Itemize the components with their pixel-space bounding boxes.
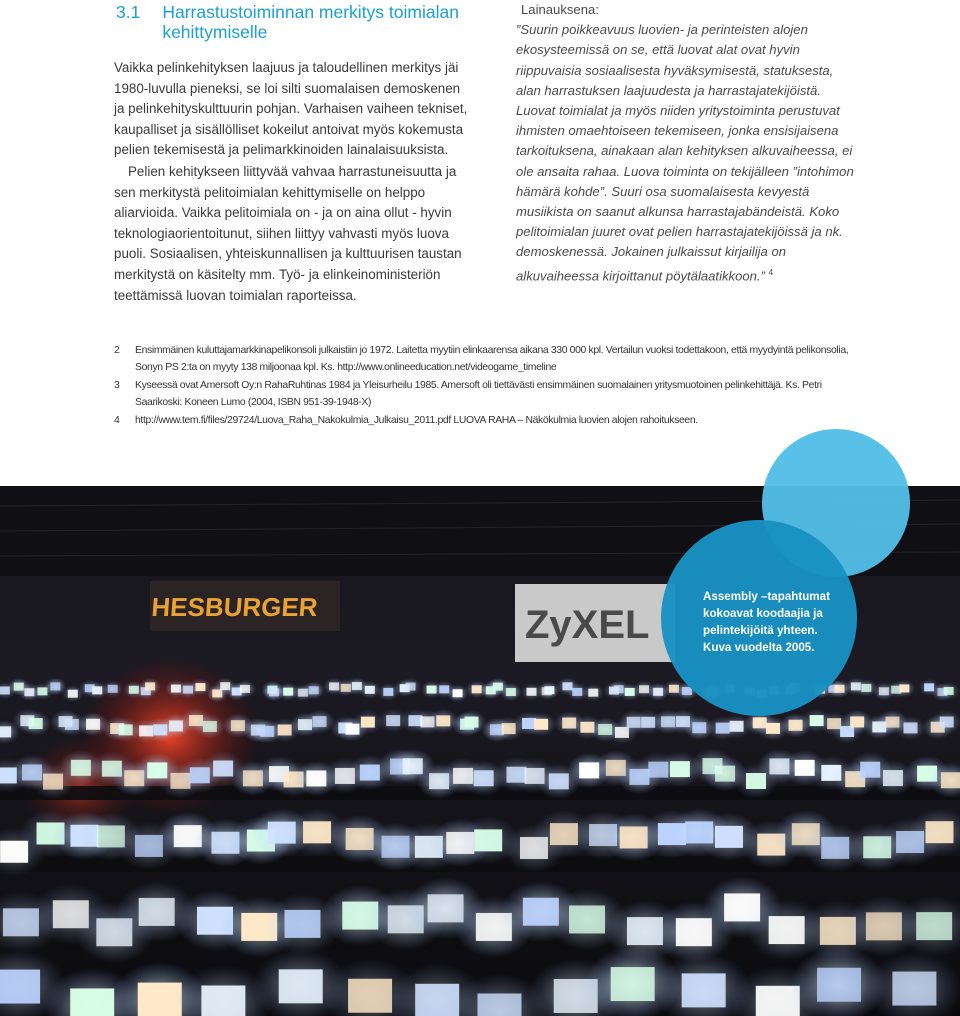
quote-column <box>516 0 854 286</box>
footnote <box>114 412 854 429</box>
footnote-text: Kyseessä ovat Amersoft Oy:n RahaRuhtinas 1984 ja Yleisurheilu 1985. Amersoft oli tiettävästi ensimmäinen suomalainen yritysmuotoinen pelinkehittäjä. Ks. Petri Saarikoski: Koneen Lumo (2004, ISBN 951-39-1948-X) <box>135 379 822 409</box>
footnote-number: 4 <box>114 414 120 426</box>
footnotes <box>114 342 854 429</box>
body-paragraph-1: Vaikka pelinkehityksen laajuus ja taloudellinen merkitys jäi 1980-luvulla pieneksi, se loi silti suomalaisen demoskenen ja pelinkehityskulttuurin pohjan. Varhaisen vaiheen tekniset, kaupalliset ja sisällölliset kokeilut antoivat myös kokemusta pelien tekemisestä ja pelimarkkinoiden lainalaisuuksista. <box>114 60 468 158</box>
quote-lead: Lainauksena: <box>521 2 599 17</box>
footnote-text: Ensimmäinen kuluttajamarkkinapelikonsoli julkaistiin jo 1972. Laitetta myytiin elinkaarensa aikana 330 000 kpl. Vertailun vuoksi todettakoon, että myydyintä pelikonsolia, Sonyn PS 2:ta on myyty 138 miljoonaa kpl. Ks. http://www.onlineeducation.net/videogame_timeline <box>135 345 849 374</box>
left-column <box>114 58 472 306</box>
body-paragraph-2: Pelien kehitykseen liittyvää vahvaa harrastuneisuutta ja sen merkitystä pelitoimialan kehittymiselle on helppo aliarvioida. Vaikka pelitoimiala on - ja on aina ollut - hyvin teknologiaorientoitunut, siihen liittyy vahvasti myös luova puoli. Sosiaalisen, yhteiskunnallisen ja kulttuurisen taustan merkitystä on käsitelty mm. Työ- ja elinkeinoministeriön teettämissä luovan toimialan raporteissa. <box>114 163 462 303</box>
section-title: Harrastustoiminnan merkitys toimialan kehittymiselle <box>162 2 459 42</box>
section-heading <box>116 2 476 42</box>
footnote <box>114 377 854 412</box>
photo-caption: Assembly –tapahtumat kokoavat koodaajia ja pelintekijöitä yhteen. Kuva vuodelta 2005. <box>703 590 830 654</box>
footnote-text: http://www.tem.fi/files/29724/Luova_Raha_Nakokulmia_Julkaisu_2011.pdf LUOVA RAHA – Näkökulmia luovien alojen rahoitukseen. <box>135 414 698 426</box>
banner-zyxel: ZyXEL <box>525 603 650 647</box>
section-number: 3.1 <box>116 2 141 22</box>
footnote-number: 2 <box>114 345 120 356</box>
footnote <box>114 342 854 377</box>
banner-hesburger: HESBURGER <box>150 592 319 622</box>
quote-footnote-ref: 4 <box>768 267 774 277</box>
footnote-number: 3 <box>114 379 120 391</box>
quote-text: ”Suurin poikkeavuus luovien- ja perinteisten alojen ekosysteemissä on se, että luovat alat ovat hyvin riippuvaisia sosiaalisesta hyväksymisestä, statuksesta, alan harrastuksen laajuudesta ja harrastajatekijöistä. Luovat toimialat ja myös niiden yritystoiminta perustuvat ihmisten omaehtoiseen tekemiseen, jonka ensisijaisena tarkoituksena, ainakaan alan kehityksen alkuvaiheessa, ei ole ansaita rahaa. Luova toiminta on tekijälleen ”intohimon hämärä kohde”. Suuri osa suomalaisesta kevyestä musiikista on saanut alkunsa harrastajabändeistä. Koko pelitoimialan juuret ovat pelien harrastajatekijöissä ja nk. demoskenessä. Jokainen julkaissut kirjailija on alkuvaiheessa kirjoittanut pöytälaatikkoon.” <box>516 22 854 283</box>
